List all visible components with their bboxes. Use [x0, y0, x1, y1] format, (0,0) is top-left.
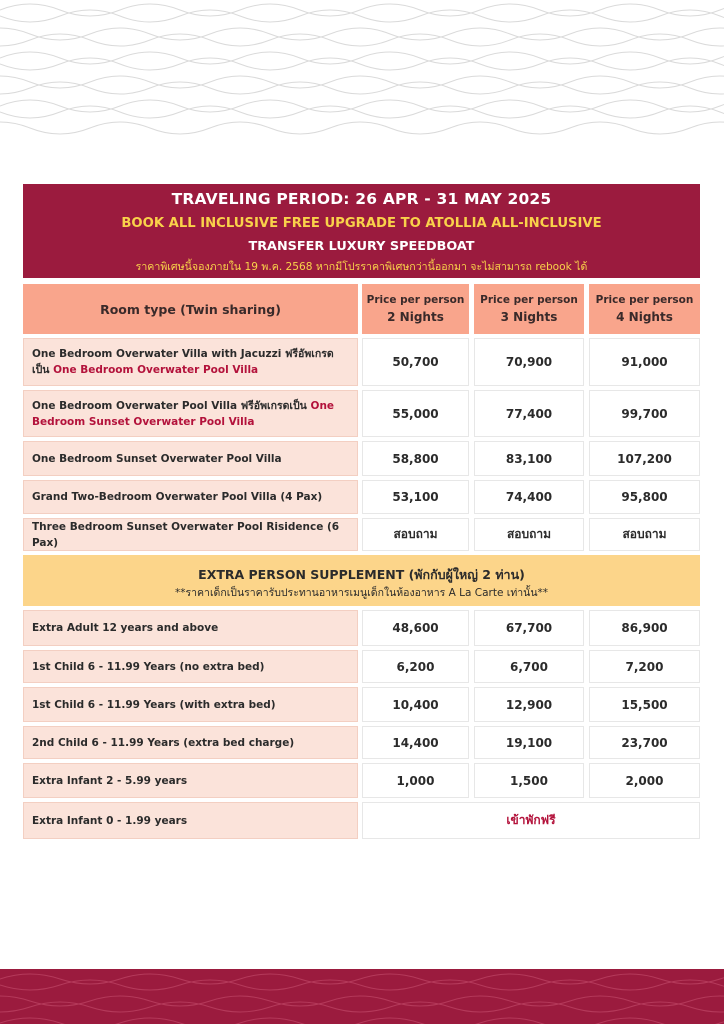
period-header: [23, 184, 700, 278]
free-stay-cell: เข้าพักฟรี: [362, 802, 700, 839]
price-cell: 95,800: [589, 480, 700, 514]
price-cell: 83,100: [474, 441, 584, 476]
price-cell: สอบถาม: [362, 518, 469, 551]
price-cell: 55,000: [362, 390, 469, 437]
price-cell: 91,000: [589, 338, 700, 386]
extra-row-label: Extra Infant 2 - 5.99 years: [23, 763, 358, 798]
booking-note: ราคาพิเศษนี้จองภายใน 19 พ.ค. 2568 หากมีโปรราคาพิเศษกว่านี้ออกมา จะไม่สามารถ rebook ได้: [135, 261, 588, 273]
price-cell: 1,000: [362, 763, 469, 798]
price-cell: 107,200: [589, 441, 700, 476]
price-cell: 10,400: [362, 687, 469, 722]
price-cell: สอบถาม: [589, 518, 700, 551]
price-cell: 74,400: [474, 480, 584, 514]
price-cell: 53,100: [362, 480, 469, 514]
price-cell: 77,400: [474, 390, 584, 437]
extra-person-title: EXTRA PERSON SUPPLEMENT (พักกับผู้ใหญ่ 2 ท่าน): [198, 567, 525, 582]
price-cell: 67,700: [474, 610, 584, 646]
room-name: One Bedroom Overwater Villa with Jacuzzi ฟรีอัพเกรด เป็น: [32, 348, 334, 376]
price-cell: 12,900: [474, 687, 584, 722]
room-row-label: [23, 390, 358, 437]
col-label: Price per person: [366, 293, 465, 306]
col-label: Price per person: [595, 293, 694, 306]
transfer-text: TRANSFER LUXURY SPEEDBOAT: [248, 239, 475, 254]
col-header-3-nights: [474, 284, 584, 334]
room-row-label: Grand Two-Bedroom Overwater Pool Villa (4 Pax): [23, 480, 358, 514]
nights-label: 3 Nights: [500, 309, 558, 324]
price-cell: 50,700: [362, 338, 469, 386]
price-cell: 7,200: [589, 650, 700, 683]
extra-row-label: 2nd Child 6 - 11.99 Years (extra bed charge): [23, 726, 358, 759]
extra-row-label: Extra Adult 12 years and above: [23, 610, 358, 646]
wave-pattern-bottom: [0, 969, 724, 1024]
promo-text: BOOK ALL INCLUSIVE FREE UPGRADE TO ATOLLIA ALL-INCLUSIVE: [121, 216, 602, 231]
traveling-period-title: TRAVELING PERIOD: 26 APR - 31 MAY 2025: [171, 190, 552, 208]
room-row-label: One Bedroom Sunset Overwater Pool Villa: [23, 441, 358, 476]
price-cell: 2,000: [589, 763, 700, 798]
price-cell: 23,700: [589, 726, 700, 759]
price-cell: 86,900: [589, 610, 700, 646]
room-type-header: Room type (Twin sharing): [23, 284, 358, 334]
extra-person-note: **ราคาเด็กเป็นราคารับประทานอาหารเมนูเด็กในห้องอาหาร A La Carte เท่านั้น**: [174, 587, 549, 599]
col-header-2-nights: [362, 284, 469, 334]
extra-row-label: 1st Child 6 - 11.99 Years (no extra bed): [23, 650, 358, 683]
price-cell: 15,500: [589, 687, 700, 722]
price-cell: 6,200: [362, 650, 469, 683]
room-upgrade-name: One Bedroom Overwater Pool Villa: [53, 364, 259, 376]
extra-row-label: Extra Infant 0 - 1.99 years: [23, 802, 358, 839]
room-row-label: Three Bedroom Sunset Overwater Pool Risidence (6 Pax): [23, 518, 358, 551]
col-label: Price per person: [480, 293, 578, 306]
col-header-4-nights: [589, 284, 700, 334]
extra-person-header: [23, 555, 700, 606]
price-cell: 1,500: [474, 763, 584, 798]
price-cell: 6,700: [474, 650, 584, 683]
price-cell: 99,700: [589, 390, 700, 437]
price-cell: 70,900: [474, 338, 584, 386]
wave-pattern-top: [0, 0, 724, 140]
nights-label: 2 Nights: [387, 309, 444, 324]
price-cell: 14,400: [362, 726, 469, 759]
price-cell: สอบถาม: [474, 518, 584, 551]
room-name: One Bedroom Overwater Pool Villa ฟรีอัพเกรดเป็น: [32, 399, 311, 412]
footer-band: [0, 969, 724, 1024]
nights-label: 4 Nights: [616, 309, 673, 324]
room-row-label: [23, 338, 358, 386]
price-cell: 19,100: [474, 726, 584, 759]
price-cell: 58,800: [362, 441, 469, 476]
room-upgrade-name: One Bedroom Sunset Overwater Pool Villa: [32, 399, 335, 428]
price-cell: 48,600: [362, 610, 469, 646]
extra-row-label: 1st Child 6 - 11.99 Years (with extra bed): [23, 687, 358, 722]
